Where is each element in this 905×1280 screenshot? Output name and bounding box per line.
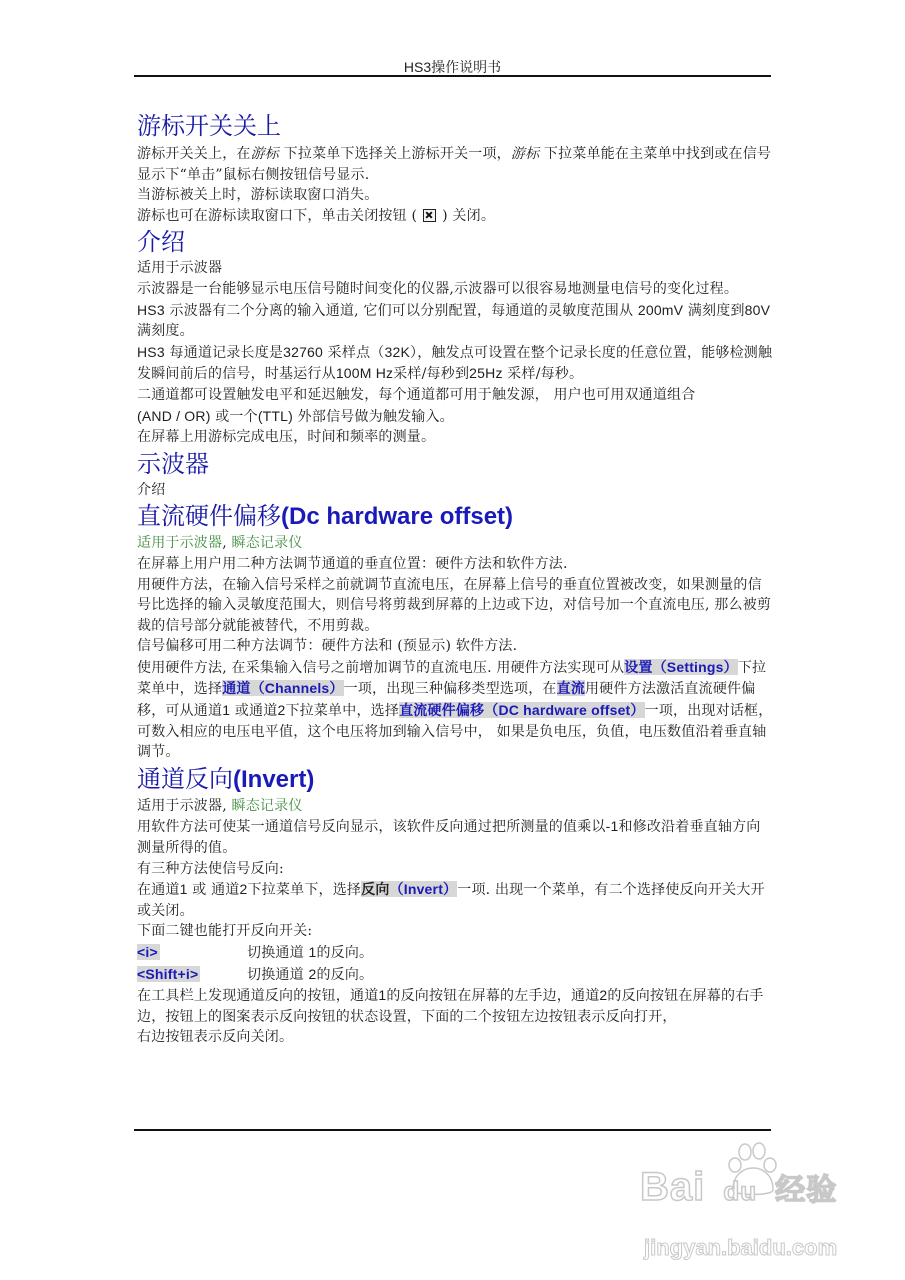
link-dc-hardware-offset[interactable]: 直流硬件偏移（DC hardware offset）	[399, 702, 645, 720]
text: 一项，出现三种偏移类型选项，在	[343, 681, 557, 698]
paragraph	[137, 879, 773, 921]
text: 下拉菜单中，选择	[285, 703, 400, 720]
heading-text-zh: 直流硬件偏移	[137, 502, 281, 531]
heading-text-en: (Invert)	[233, 765, 315, 793]
text: 1	[222, 702, 231, 719]
text: 采样/每秒到	[393, 366, 470, 383]
shortcut-desc: 切换通道 1的反向。	[247, 944, 374, 961]
heading-dc-offset	[137, 500, 773, 533]
paragraph: 在屏幕上用户用二种方法调节通道的垂直位置：硬件方法和软件方法.	[137, 555, 568, 572]
text: 的反向按钮在屏幕的右手边，按钮上的图案表示反向按钮的状态设置，下面的二个按钮左边按钮表示反向打开，	[137, 988, 764, 1025]
separator: ,	[222, 535, 232, 552]
text: 满刻度到	[683, 302, 745, 319]
heading-oscilloscope: 示波器	[137, 449, 209, 478]
text: 采样点（	[323, 344, 385, 361]
text: 示波器有二个分离的输入通道, 它们可以分别配置，每通道的灵敏度范围从	[164, 302, 638, 319]
text: 使用硬件方法, 在采集输入信号之前增加调节的直流电压. 用硬件方法实现可从	[137, 659, 625, 676]
text: 二通道都可设置触发电平和延迟触发，每个通道都可用于触发源， 用户也可用双通道组合	[137, 386, 696, 403]
text: (AND / OR)	[137, 407, 211, 424]
text: HS3	[137, 301, 165, 318]
text: 下拉菜单中，选择	[137, 659, 767, 698]
menu-reference: 游标	[250, 146, 280, 162]
shortcut-row	[137, 964, 773, 986]
paragraph	[137, 206, 773, 227]
footer-rule	[134, 1129, 771, 1131]
watermark-brand: Bai du 经验	[640, 1165, 838, 1209]
header-rule	[134, 75, 771, 77]
text: 1	[378, 987, 387, 1004]
text: 在通道	[137, 882, 180, 899]
applies-to: 适用于示波器	[137, 260, 223, 277]
text: 一项. 出现一个菜单，有二个选择使反向开关大开或关闭。	[137, 882, 765, 919]
heading-invert	[137, 763, 773, 796]
paragraph	[137, 144, 773, 185]
text: 每通道记录长度是	[164, 344, 284, 361]
applies-oscilloscope: 适用于示波器	[137, 797, 223, 814]
text: 下拉菜单下，选择	[247, 882, 362, 899]
text: 用软件方法可使某一通道信号反向显示，该软件反向通过把所测量的值乘以	[137, 819, 606, 836]
heading-intro: 介绍	[137, 228, 185, 257]
shortcut-key	[137, 942, 247, 964]
text: (TTL)	[257, 407, 294, 424]
paragraph: 用硬件方法，在输入信号采样之前就调节直流电压，在屏幕上信号的垂直位置被改变，如果测量的信号比选择的输入灵敏度范围大，则信号将剪裁到屏幕的上边或下边，对信号加一个直流电压, 那么被剪裁的信号部分就能被替代，不用剪裁。	[137, 576, 772, 634]
text: 100M Hz	[335, 365, 394, 382]
baidu-watermark	[640, 1140, 890, 1260]
link-channels[interactable]: 通道（Channels）	[222, 680, 344, 698]
document-body	[137, 108, 773, 1048]
text: -1	[605, 818, 619, 835]
paragraph: 下面二键也能打开反向开关:	[137, 923, 313, 940]
link-dc[interactable]: 直流	[556, 681, 586, 698]
text: ) 关闭。	[442, 207, 496, 224]
heading-cursor-off: 游标开关关上	[137, 112, 281, 140]
shortcut-key-shift-i: <Shift+i>	[137, 965, 199, 982]
applies-transient-recorder: 瞬态记录仪	[231, 535, 303, 552]
paragraph	[137, 985, 773, 1027]
shortcut-key-i: <i>	[137, 944, 158, 960]
applies-to	[137, 796, 773, 817]
link-invert[interactable]: 反向（Invert）	[361, 881, 458, 899]
text: 下拉菜单能在主菜单中找到或在信号显示下“单击”鼠标右侧按钮信号显示.	[137, 146, 772, 183]
text: 的反向按钮在屏幕的左手边，通道	[386, 988, 600, 1005]
text: 游标开关关上，在	[137, 146, 251, 162]
text: 或通道	[230, 703, 278, 720]
paragraph: 有三种方法使信号反向:	[137, 860, 284, 877]
paragraph: 当游标被关上时，游标读取窗口消失。	[137, 187, 379, 204]
heading-text-zh: 通道反向	[137, 764, 233, 793]
text: 1	[179, 881, 188, 898]
text: 32K	[384, 343, 410, 360]
watermark-url: jingyan.baidu.com	[644, 1235, 838, 1260]
text: ），触发点可设置在整个记录长度的任意位置，能够检测触发瞬间前后的信号，时基运行从	[137, 344, 773, 383]
text: 或一个	[210, 408, 258, 425]
paragraph: 右边按钮表示反向关闭。	[137, 1029, 294, 1046]
text: 在工具栏上发现通道反向的按钮，通道	[137, 988, 379, 1005]
text: 2	[277, 702, 286, 719]
applies-oscilloscope: 适用于示波器	[137, 535, 223, 552]
text: 2	[599, 987, 608, 1004]
menu-reference: 游标	[510, 146, 540, 162]
shortcut-row	[137, 942, 773, 964]
applies-to	[137, 533, 773, 554]
text: 用硬件方法激活直流硬件偏移，可从通道	[137, 681, 756, 720]
text: 2	[239, 881, 248, 898]
text: 外部信号做为触发输入。	[293, 408, 454, 425]
document-header-title: HS3操作说明书	[403, 59, 502, 75]
text: 200mV	[637, 301, 684, 318]
paragraph	[137, 300, 773, 342]
paragraph: 示波器是一台能够显示电压信号随时间变化的仪器,示波器可以很容易地测量电信号的变化过程。	[137, 280, 739, 297]
text: 32760	[283, 343, 324, 360]
text: 或 通道	[187, 882, 240, 899]
text: 一项，出现对话框，可数入相应的电压电平值，这个电压将加到输入信号中， 如果是负电压，负值，电压数值沿着垂直轴调节。	[137, 703, 773, 761]
text: 采样/每秒。	[502, 366, 584, 383]
shortcut-key	[137, 964, 247, 986]
text: 下拉菜单下选择关上游标开关一项，	[279, 146, 511, 162]
text: 满刻度。	[137, 323, 194, 340]
separator: ,	[222, 797, 232, 814]
paragraph: 在屏幕上用游标完成电压，时间和频率的测量。	[137, 429, 436, 446]
paragraph: 信号偏移可用二种方法调节：硬件方法和 (预显示) 软件方法.	[137, 638, 518, 655]
applies-transient-recorder: 瞬态记录仪	[231, 797, 303, 814]
text: 25Hz	[469, 365, 503, 382]
link-settings[interactable]: 设置（Settings）	[624, 658, 738, 676]
subheading-intro: 介绍	[137, 481, 166, 498]
text: 游标也可在游标读取窗口下，单击关闭按钮 (	[137, 207, 418, 224]
heading-text-en: (Dc hardware offset)	[281, 503, 514, 531]
paragraph	[137, 342, 773, 385]
text: 和修改沿着垂直轴方向测量所得的值。	[137, 819, 761, 857]
paragraph	[137, 816, 773, 858]
text: 80V	[744, 301, 771, 318]
close-box-icon	[423, 209, 436, 222]
paragraph	[137, 657, 773, 763]
text: HS3	[137, 343, 165, 360]
shortcut-desc: 切换通道 2的反向。	[247, 965, 374, 983]
paragraph	[137, 385, 773, 427]
